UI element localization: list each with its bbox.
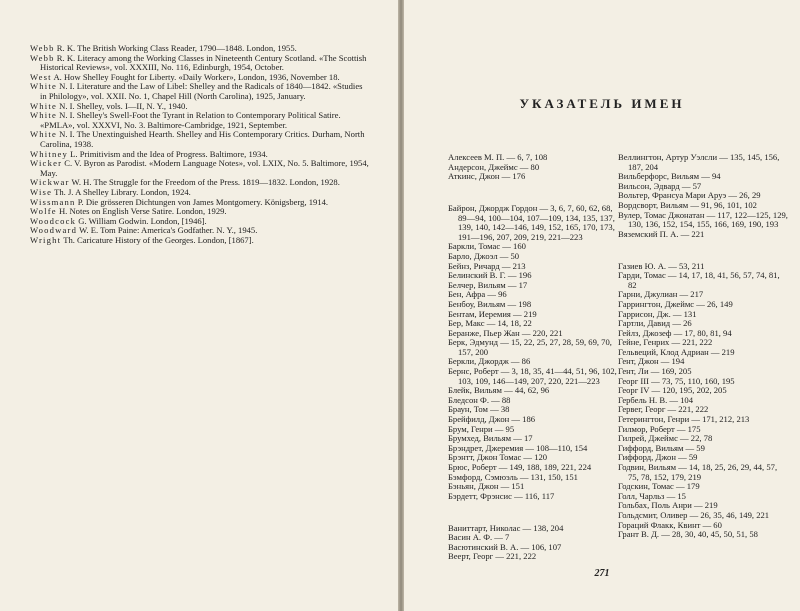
index-entry: Вильсон, Эдвард — 57 [618, 180, 702, 191]
bibliography-entry [30, 159, 370, 178]
index-entry: Годскин, Томас — 179 [618, 481, 700, 492]
bibliography-text: N. I. Literature and the Law of Libel: Shelley and the Radicals of 1840—1842. «Studies in Philology», vol. XXII. No. 1, Chapel Hill (North Carolina), 1925, January. [40, 81, 363, 101]
index-entry: Брэндрет, Джеремия — 108—110, 154 [448, 442, 588, 453]
index-entry: Веерт, Георг — 221, 222 [448, 551, 537, 562]
index-entry: Вильберфорс, Вильям — 94 [618, 171, 721, 182]
index-entry: Голл, Чарльз — 15 [618, 490, 686, 501]
index-entry: Георг IV — 120, 195, 202, 205 [618, 385, 727, 396]
index-entry: Гораций Флакк, Квинт — 60 [618, 519, 722, 530]
index-entry: Брейфилд, Джон — 186 [448, 414, 536, 425]
index-entry: Веллингтон, Артур Уэлсли — 135, 145, 156, 187, 204 [618, 152, 780, 172]
index-entry: Гейлз, Джозеф — 17, 80, 81, 94 [618, 327, 732, 338]
index-entry: Баркли, Томас — 160 [448, 241, 526, 252]
index-entry: Бейнз, Ричард — 213 [448, 260, 526, 271]
bibliography-text: G. William Godwin. London, [1946]. [76, 215, 207, 226]
index-entry: Гейне, Генрих — 221, 222 [618, 337, 713, 348]
index-entry: Ваниттарт, Николас — 138, 204 [448, 522, 564, 533]
right-page [404, 0, 800, 611]
bibliography-author: White [30, 110, 57, 121]
index-entry: Брумхед, Вильям — 17 [448, 433, 533, 444]
index-letter-gap [448, 190, 618, 195]
index-column-1 [448, 153, 618, 562]
bibliography-author: Wicker [30, 158, 63, 169]
bibliography-text: Th. J. A Shelley Library. London, 1924. [52, 186, 191, 197]
index-entry: Вордсворт, Вильям — 91, 96, 101, 102 [618, 199, 757, 210]
bibliography-text: W. E. Tom Paine: America's Godfather. N. Y., 1945. [77, 225, 258, 236]
index-entry: Аткинс, Джон — 176 [448, 171, 526, 182]
index-entry: Беранже, Пьер Жан — 220, 221 [448, 327, 563, 338]
index-entry: Гиффорд, Джон — 59 [618, 452, 698, 463]
bibliography-list [30, 44, 370, 245]
index-entry: Бэрдетт, Фрэнсис — 116, 117 [448, 490, 555, 501]
index-entry: Гилрей, Джеймс — 22, 78 [618, 433, 713, 444]
index-entry: Бернс, Роберт — 3, 18, 35, 41—44, 51, 96, 102, 103, 109, 146—149, 207, 220, 221—223 [448, 366, 617, 386]
index-entry: Бен, Афра — 96 [448, 289, 507, 300]
index-entry: Гиффорд, Вильям — 59 [618, 442, 705, 453]
bibliography-author: White [30, 129, 57, 140]
index-entry: Бэньян, Джон — 151 [448, 481, 525, 492]
bibliography-text: N. I. Shelley, vols. I—II, N. Y., 1940. [57, 100, 188, 111]
bibliography-author: West [30, 71, 52, 82]
bibliography-author: Wickwar [30, 177, 70, 188]
bibliography-text: A. How Shelley Fought for Liberty. «Daily Worker», London, 1936, November 18. [51, 71, 340, 82]
index-entry: Гент, Ли — 169, 205 [618, 366, 692, 377]
bibliography-author: Woodcock [30, 215, 77, 226]
index-entry: Газиев Ю. А. — 53, 211 [618, 260, 705, 271]
index-entry: Беркли, Джордж — 86 [448, 356, 531, 367]
index-entry: Брюс, Роберт — 149, 188, 189, 221, 224 [448, 462, 592, 472]
bibliography-text: N. I. The Unextinguished Hearth. Shelley and His Contemporary Critics. Durham, North Carolina, 1938. [40, 129, 365, 149]
bibliography-text: P. Die grösseren Dichtungen von James Montgomery. Königsberg, 1914. [75, 196, 329, 207]
bibliography-author: Wise [30, 186, 53, 197]
bibliography-author: Wissmann [30, 196, 76, 207]
index-entry: Гаррисон, Дж. — 131 [618, 308, 697, 319]
page-number: 271 [594, 568, 610, 579]
index-entry: Вулер, Томас Джонатан — 117, 122—125, 129, 130, 136, 152, 154, 155, 166, 169, 190, 193 [618, 209, 788, 230]
index-entry: Гилмор, Роберт — 175 [618, 423, 701, 434]
bibliography-text: R. K. The British Working Class Reader, 1790—1848. London, 1955. [54, 43, 297, 53]
bibliography-text: Th. Caricature History of the Georges. London, [1867]. [61, 234, 254, 245]
bibliography-text: W. H. The Struggle for the Freedom of the Press. 1819—1832. London, 1928. [69, 177, 340, 188]
bibliography-text: R. K. Literacy among the Working Classes in Nineteenth Century Scotland. «The Scottish Historical Reviews», vol. XXXIII, No. 116, Edinburgh, 1954, October. [40, 52, 367, 73]
index-entry: Грант В. Д. — 28, 30, 40, 45, 50, 51, 58 [618, 529, 758, 540]
bibliography-author: White [30, 100, 57, 111]
index-entry: Бенбоу, Вильям — 198 [448, 298, 532, 309]
index-entry: Васютинский В. А. — 106, 107 [448, 541, 562, 552]
index-entry: Блейк, Вильям — 44, 62, 96 [448, 385, 550, 396]
bibliography-text: N. I. Shelley's Swell-Foot the Tyrant in Relation to Contemporary Political Satire. «PMLA», vol. XXXVI, No. 3. Baltimore-Cambridge, 1921, September. [40, 110, 341, 130]
index-entry: Бентам, Иеремия — 219 [448, 308, 537, 319]
index-entry: Белчер, Вильям — 17 [448, 279, 528, 290]
bibliography-entry [30, 111, 370, 130]
index-letter-gap [618, 248, 788, 253]
index-entry: Гербель Н. В. — 104 [618, 394, 694, 405]
index-entry: Вяземский П. А. — 221 [618, 228, 705, 239]
index-entry: Гольдсмит, Оливер — 26, 35, 46, 149, 221 [618, 509, 770, 520]
index-entry: Вольтер, Франсуа Мари Аруэ — 26, 29 [618, 190, 761, 201]
index-entry: Гент, Джон — 194 [618, 356, 685, 367]
left-page [0, 0, 398, 611]
index-entry: Брэнтт, Джон Томас — 120 [448, 452, 548, 463]
index-entry: Барло, Джоэл — 50 [448, 250, 520, 261]
index-entry: Байрон, Джордж Гордон — 3, 6, 7, 60, 62, 68, 89—94, 100—104, 107—109, 134, 135, 137, 139, 140, 142—146, 149, 152, 165, 170, 173, 191—196, 207, 209, 219, 221—223 [448, 202, 615, 242]
index-entry: Гартли, Давид — 26 [618, 318, 692, 329]
index-entry: Бледсон Ф. — 88 [448, 394, 511, 405]
index-column-2 [618, 153, 788, 540]
bibliography-entry [30, 54, 370, 73]
bibliography-author: White [30, 81, 57, 92]
bibliography-author: Webb [30, 43, 55, 53]
bibliography-author: Wolfe [30, 206, 57, 217]
index-entry: Гетерингтон, Генри — 171, 212, 213 [618, 414, 750, 425]
index-entry: Берк, Эдмунд — 15, 22, 25, 27, 28, 59, 69, 70, 157, 200 [448, 337, 612, 357]
index-entry: Гарди, Томас — 14, 17, 18, 41, 56, 57, 74, 81, 82 [618, 270, 780, 290]
bibliography-entry [30, 236, 370, 246]
index-entry: Браун, Том — 38 [448, 404, 510, 415]
bibliography-entry [30, 130, 370, 149]
index-entry: Гаррингтон, Джеймс — 26, 149 [618, 298, 733, 309]
index-entry: Белинский В. Г. — 196 [448, 270, 532, 281]
index-entry: Васин А. Ф. — 7 [448, 532, 510, 543]
index-entry: Георг III — 73, 75, 110, 160, 195 [618, 375, 735, 386]
index-entry: Гольбах, Поль Анри — 219 [618, 500, 718, 511]
index-entry: Годвин, Вильям — 14, 18, 25, 26, 29, 44, 57, 75, 78, 152, 179, 219 [618, 462, 778, 482]
bibliography-author: Woodward [30, 225, 78, 236]
index-entry: Бер, Макс — 14, 18, 22 [448, 318, 532, 329]
index-letter-gap [448, 510, 618, 515]
bibliography-entry [30, 82, 370, 101]
bibliography-text: H. Notes on English Verse Satire. London, 1929. [56, 206, 227, 217]
index-entry: Андерсон, Джеймс — 80 [448, 161, 540, 172]
bibliography-author: Webb [30, 52, 55, 63]
bibliography-author: Wright [30, 234, 62, 245]
bibliography-text: L. Primitivism and the Idea of Progress. Baltimore, 1934. [68, 148, 268, 159]
bibliography-text: C. V. Byron as Parodist. «Modern Language Notes», vol. LXIX, No. 5. Baltimore, 1954, May. [40, 158, 369, 178]
bibliography-author: Whitney [30, 148, 68, 159]
index-entry: Брум, Генри — 95 [448, 423, 515, 434]
index-entry: Бэмфорд, Сэмюэль — 131, 150, 151 [448, 471, 578, 482]
index-entry: Гельвеций, Клод Адриан — 219 [618, 346, 735, 357]
index-entry: Гарни, Джулиан — 217 [618, 289, 704, 300]
index-entry: Гервег, Георг — 221, 222 [618, 404, 709, 415]
index-title: УКАЗАТЕЛЬ ИМЕН [519, 96, 685, 111]
index-entry: Алексеев М. П. — 6, 7, 108 [448, 152, 548, 162]
